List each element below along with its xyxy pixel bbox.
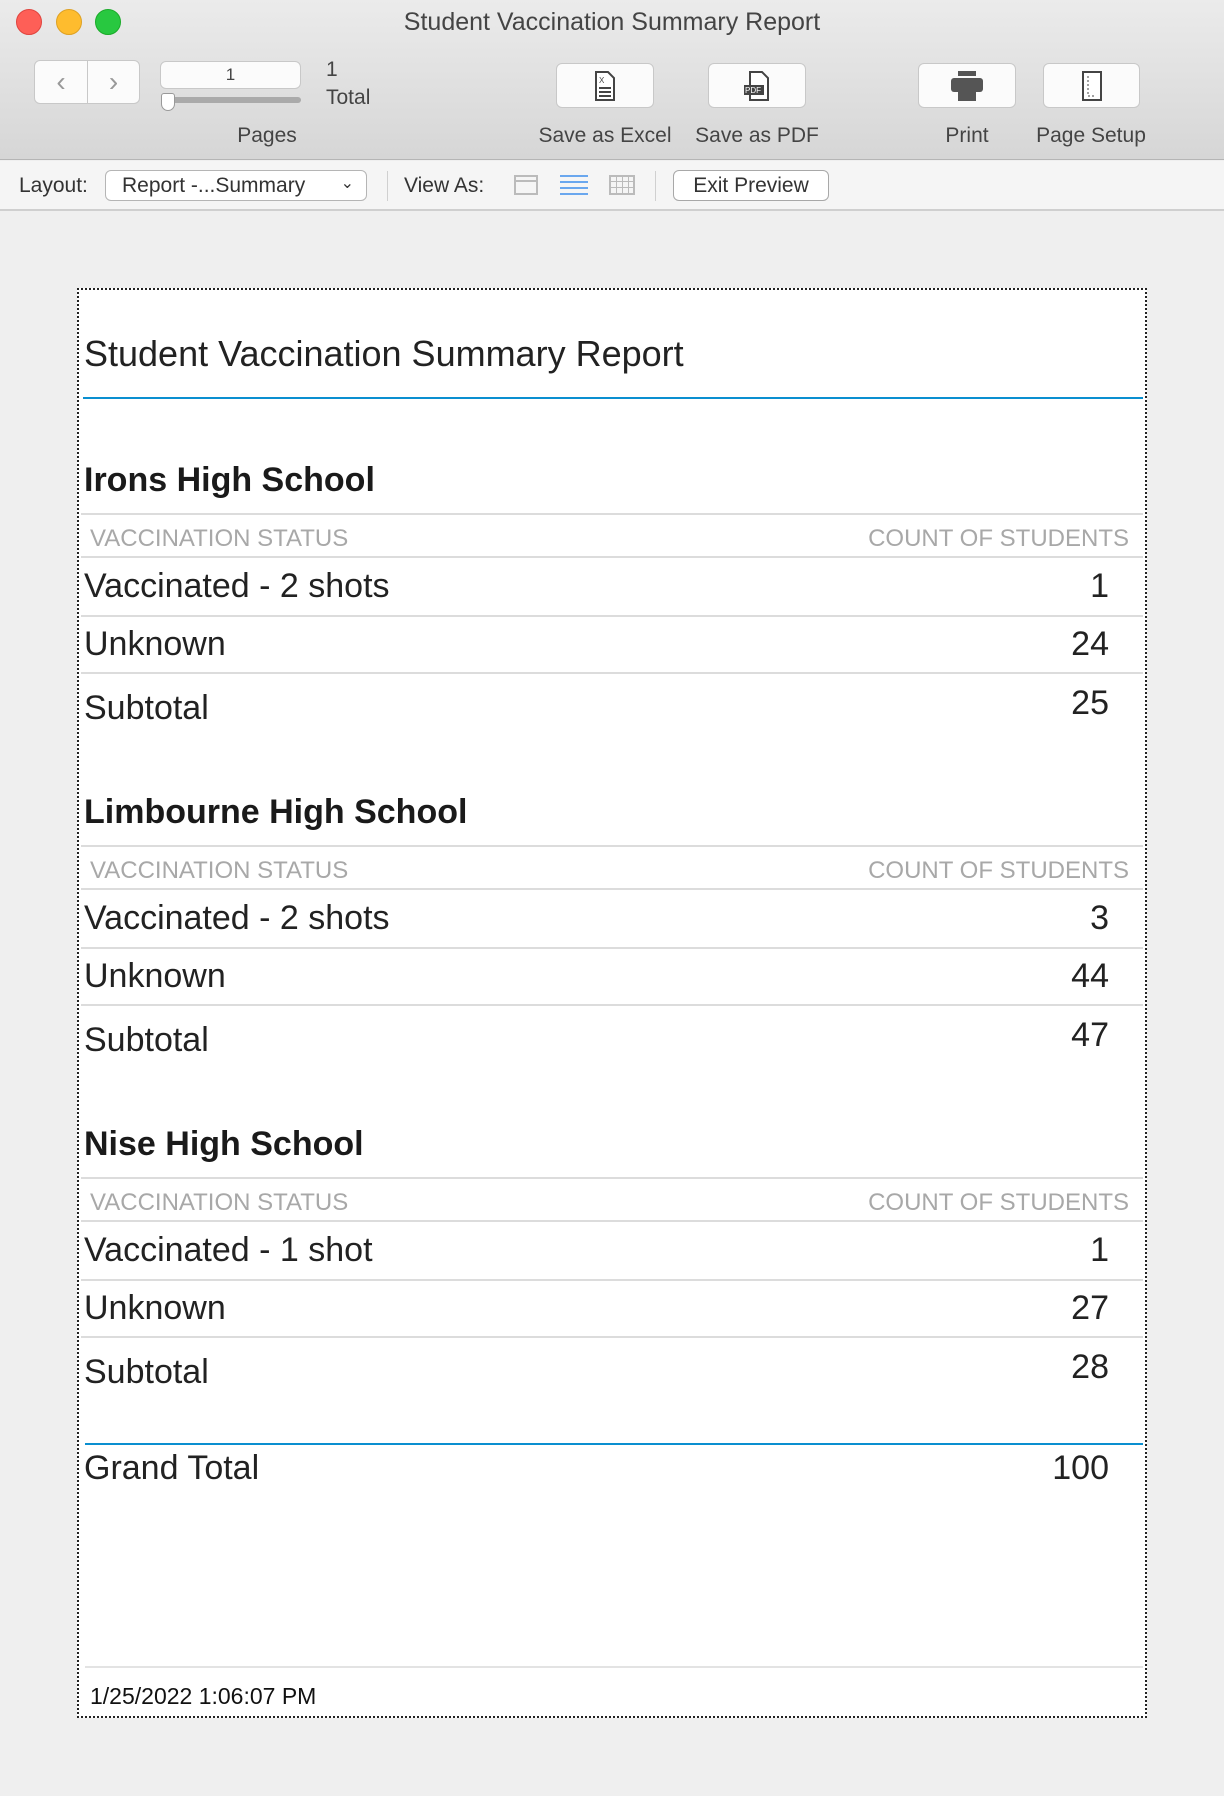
total-label: Total — [326, 86, 371, 109]
pages-label: Pages — [237, 124, 297, 147]
save-as-pdf-button[interactable] — [708, 63, 806, 108]
column-header-count: COUNT OF STUDENTS — [868, 857, 1129, 884]
layout-bar — [0, 161, 1224, 211]
status-cell: Vaccinated - 2 shots — [84, 899, 390, 937]
print-button[interactable] — [918, 63, 1016, 108]
layout-dropdown[interactable] — [105, 170, 367, 201]
view-as-list-icon[interactable] — [560, 175, 588, 195]
school-section — [79, 455, 1145, 787]
pdf-icon-text: PDF — [745, 85, 761, 95]
next-page-button[interactable] — [87, 60, 140, 104]
excel-file-icon — [594, 71, 616, 101]
view-as-label: View As: — [404, 174, 485, 197]
view-as-form-icon[interactable] — [514, 175, 538, 195]
toolbar — [0, 0, 1224, 160]
page-setup-label: Page Setup — [1036, 124, 1146, 147]
svg-text:X: X — [599, 75, 605, 85]
column-header-count: COUNT OF STUDENTS — [868, 525, 1129, 552]
school-name: Irons High School — [84, 461, 375, 499]
count-cell: 1 — [1090, 567, 1109, 605]
page-count: 1 — [326, 58, 338, 81]
school-section — [79, 787, 1145, 1119]
grand-total-divider — [85, 1443, 1143, 1445]
count-cell: 3 — [1090, 899, 1109, 937]
page-setup-icon — [1081, 71, 1103, 101]
subtotal-label: Subtotal — [84, 689, 209, 727]
column-header-status: VACCINATION STATUS — [90, 1189, 349, 1216]
title-divider — [83, 397, 1143, 399]
print-label: Print — [945, 124, 989, 147]
subtotal-value: 47 — [1071, 1016, 1109, 1054]
layout-label: Layout: — [19, 174, 88, 197]
page-setup-button[interactable] — [1043, 63, 1140, 108]
subtotal-value: 28 — [1071, 1348, 1109, 1386]
status-cell: Unknown — [84, 957, 226, 995]
layout-dropdown-value: Report -...Summary — [122, 174, 306, 197]
school-name: Limbourne High School — [84, 793, 468, 831]
subtotal-label: Subtotal — [84, 1353, 209, 1391]
save-as-excel-label: Save as Excel — [538, 124, 672, 147]
school-section — [79, 1119, 1145, 1451]
chevron-down-icon: ⌄ — [340, 175, 354, 192]
page-slider[interactable] — [162, 97, 301, 103]
pdf-file-icon — [742, 71, 772, 101]
school-name: Nise High School — [84, 1125, 364, 1163]
page-slider-thumb[interactable] — [161, 93, 175, 111]
grand-total-label: Grand Total — [84, 1449, 260, 1487]
page-number-input[interactable]: 1 — [160, 61, 301, 89]
report-page — [77, 288, 1147, 1718]
chevron-left-icon: ‹ — [56, 66, 66, 97]
save-as-excel-button[interactable] — [556, 63, 654, 108]
count-cell: 24 — [1071, 625, 1109, 663]
window-title: Student Vaccination Summary Report — [403, 8, 821, 36]
footer-timestamp: 1/25/2022 1:06:07 PM — [90, 1683, 317, 1709]
exit-preview-button[interactable]: Exit Preview — [673, 170, 829, 201]
count-cell: 44 — [1071, 957, 1109, 995]
status-cell: Vaccinated - 1 shot — [84, 1231, 373, 1269]
count-cell: 1 — [1090, 1231, 1109, 1269]
status-cell: Vaccinated - 2 shots — [84, 567, 390, 605]
previous-page-button[interactable] — [34, 60, 88, 104]
grand-total-value: 100 — [1052, 1449, 1109, 1487]
subtotal-value: 25 — [1071, 684, 1109, 722]
column-header-count: COUNT OF STUDENTS — [868, 1189, 1129, 1216]
count-cell: 27 — [1071, 1289, 1109, 1327]
subtotal-label: Subtotal — [84, 1021, 209, 1059]
status-cell: Unknown — [84, 625, 226, 663]
printer-icon — [949, 70, 985, 102]
status-cell: Unknown — [84, 1289, 226, 1327]
report-title: Student Vaccination Summary Report — [84, 333, 684, 374]
chevron-right-icon: › — [108, 66, 119, 97]
save-as-pdf-label: Save as PDF — [695, 124, 819, 147]
view-as-table-icon[interactable] — [609, 175, 635, 195]
column-header-status: VACCINATION STATUS — [90, 525, 349, 552]
column-header-status: VACCINATION STATUS — [90, 857, 349, 884]
